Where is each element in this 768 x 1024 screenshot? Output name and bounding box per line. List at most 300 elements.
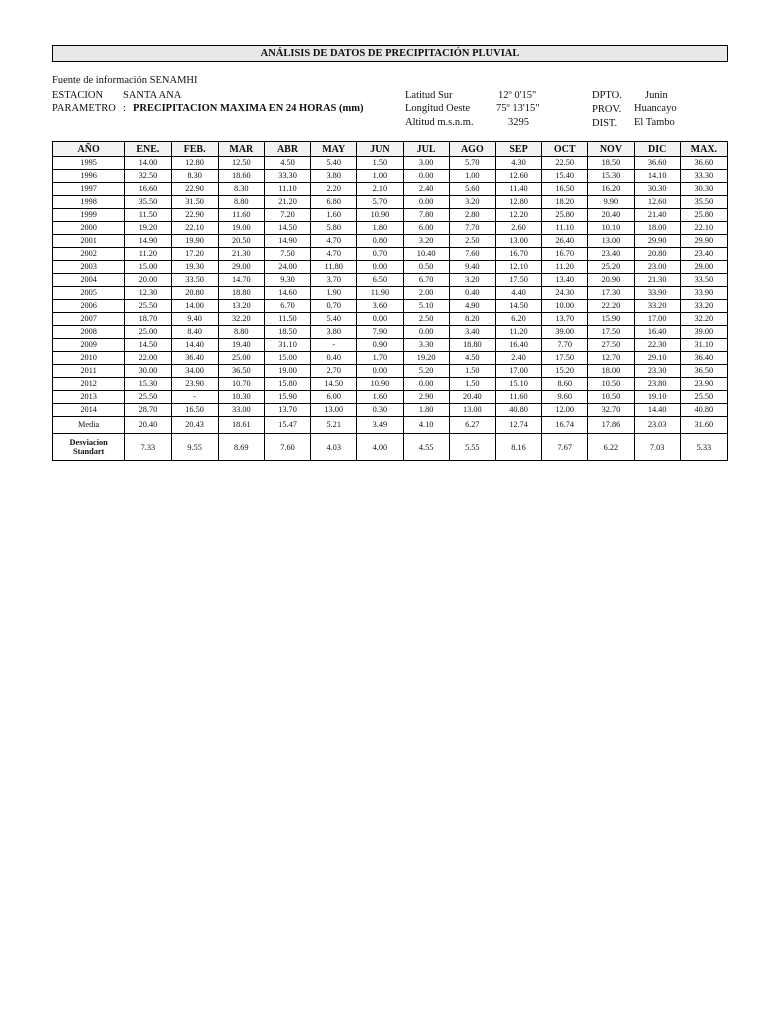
table-cell: 6.00 (403, 222, 449, 235)
table-cell: 20.40 (449, 391, 495, 404)
table-cell: 12.20 (495, 209, 541, 222)
table-cell: 33.50 (171, 274, 218, 287)
table-cell: 32.20 (680, 313, 727, 326)
table-cell: 16.40 (634, 326, 680, 339)
table-cell: 8.60 (542, 378, 588, 391)
table-cell: 19.20 (403, 352, 449, 365)
table-cell: 5.70 (449, 157, 495, 170)
table-cell: 20.40 (125, 417, 171, 434)
table-cell: 29.00 (680, 261, 727, 274)
table-cell: 23.40 (680, 248, 727, 261)
table-cell: 9.90 (588, 196, 634, 209)
table-cell: 4.70 (311, 248, 357, 261)
table-cell: 23.00 (634, 261, 680, 274)
table-cell: 22.10 (171, 222, 218, 235)
table-cell: 33.30 (680, 170, 727, 183)
parametro-label: PARAMETRO (52, 103, 116, 114)
table-cell: 10.70 (218, 378, 264, 391)
table-cell: 11.60 (495, 391, 541, 404)
table-row (53, 339, 728, 352)
table-cell: 16.60 (125, 183, 171, 196)
table-cell: 29.00 (218, 261, 264, 274)
table-cell: 18.80 (449, 339, 495, 352)
table-cell: 21.20 (264, 196, 310, 209)
table-cell: 0.30 (357, 404, 403, 417)
table-cell: 5.33 (680, 434, 727, 461)
table-cell: 1.50 (449, 378, 495, 391)
dpto-label: DPTO. (592, 90, 622, 101)
row-label: 1996 (53, 170, 125, 183)
table-body (53, 157, 728, 461)
table-cell: 20.43 (171, 417, 218, 434)
table-cell: 15.80 (264, 378, 310, 391)
table-cell: 18.61 (218, 417, 264, 434)
table-cell: 1.00 (357, 170, 403, 183)
table-cell: 7.60 (264, 434, 310, 461)
table-cell: 12.70 (588, 352, 634, 365)
table-cell: 16.50 (542, 183, 588, 196)
table-cell: 16.50 (171, 404, 218, 417)
table-cell: 5.70 (357, 196, 403, 209)
table-cell: 20.80 (634, 248, 680, 261)
table-cell: 18.70 (125, 313, 171, 326)
table-cell: 15.20 (542, 365, 588, 378)
table-cell: 21.30 (634, 274, 680, 287)
table-cell: 11.50 (264, 313, 310, 326)
table-cell: 1.90 (311, 287, 357, 300)
row-label: 1998 (53, 196, 125, 209)
row-label: 2009 (53, 339, 125, 352)
table-cell: 17.50 (495, 274, 541, 287)
table-cell: 9.30 (264, 274, 310, 287)
column-header: MAX. (680, 142, 727, 157)
table-cell: 0.00 (357, 313, 403, 326)
row-label: 2007 (53, 313, 125, 326)
table-cell: 4.70 (311, 235, 357, 248)
table-cell: 20.90 (588, 274, 634, 287)
table-cell: 11.90 (357, 287, 403, 300)
table-cell: 15.90 (588, 313, 634, 326)
table-cell: 22.50 (542, 157, 588, 170)
table-cell: 21.40 (634, 209, 680, 222)
table-cell: 11.10 (542, 222, 588, 235)
table-cell: 2.00 (403, 287, 449, 300)
prov-label: PROV. (592, 104, 622, 115)
table-cell: 10.30 (218, 391, 264, 404)
dpto-value: Junin (645, 90, 668, 101)
row-label: 1997 (53, 183, 125, 196)
table-cell: 5.20 (403, 365, 449, 378)
estacion-label: ESTACION (52, 90, 104, 101)
row-label: 2005 (53, 287, 125, 300)
table-cell: 39.00 (680, 326, 727, 339)
table-cell: 19.10 (634, 391, 680, 404)
table-cell: 33.50 (680, 274, 727, 287)
table-cell: 9.60 (542, 391, 588, 404)
table-cell: 17.50 (588, 326, 634, 339)
table-cell: 13.40 (542, 274, 588, 287)
table-cell: 11.50 (125, 209, 171, 222)
table-cell: 17.00 (495, 365, 541, 378)
table-cell: 5.10 (403, 300, 449, 313)
table-cell: 8.69 (218, 434, 264, 461)
table-row (53, 183, 728, 196)
table-cell: 5.40 (311, 157, 357, 170)
table-cell: 7.60 (449, 248, 495, 261)
row-label: 1999 (53, 209, 125, 222)
table-cell: 20.40 (588, 209, 634, 222)
table-cell: 12.00 (542, 404, 588, 417)
table-cell: 31.50 (171, 196, 218, 209)
table-cell: 9.55 (171, 434, 218, 461)
table-row (53, 222, 728, 235)
table-row (53, 326, 728, 339)
table-row (53, 170, 728, 183)
table-cell: 15.90 (264, 391, 310, 404)
table-cell: 31.60 (680, 417, 727, 434)
table-row (53, 196, 728, 209)
table-cell: 18.80 (218, 287, 264, 300)
table-cell: 13.00 (449, 404, 495, 417)
table-cell: 0.70 (311, 300, 357, 313)
precipitation-table (52, 141, 728, 461)
table-cell: 1.70 (357, 352, 403, 365)
table-cell: 25.50 (680, 391, 727, 404)
table-cell: 11.20 (125, 248, 171, 261)
table-cell: 19.90 (171, 235, 218, 248)
table-cell: 13.00 (588, 235, 634, 248)
altitud-label: Altitud m.s.n.m. (405, 117, 474, 128)
table-cell: 18.50 (264, 326, 310, 339)
table-cell: 14.00 (125, 157, 171, 170)
table-cell: 13.70 (542, 313, 588, 326)
table-cell: 2.60 (495, 222, 541, 235)
table-row (53, 404, 728, 417)
table-row (53, 235, 728, 248)
table-row (53, 300, 728, 313)
table-cell: 33.20 (634, 300, 680, 313)
table-cell: 0.50 (403, 261, 449, 274)
table-row (53, 352, 728, 365)
table-cell: 22.30 (634, 339, 680, 352)
table-cell: 22.90 (171, 209, 218, 222)
table-cell: 2.80 (449, 209, 495, 222)
table-cell: 3.20 (403, 235, 449, 248)
table-cell: 3.30 (403, 339, 449, 352)
table-cell: 5.40 (311, 313, 357, 326)
table-cell: 8.16 (495, 434, 541, 461)
table-cell: 13.00 (311, 404, 357, 417)
table-cell: 30.30 (634, 183, 680, 196)
table-cell: 5.60 (449, 183, 495, 196)
table-cell: 14.70 (218, 274, 264, 287)
table-cell: 4.50 (449, 352, 495, 365)
table-cell: 10.90 (357, 378, 403, 391)
table-cell: 12.60 (495, 170, 541, 183)
header-row (53, 142, 728, 157)
table-cell: 0.00 (403, 196, 449, 209)
table-cell: 10.00 (542, 300, 588, 313)
table-cell: 17.00 (634, 313, 680, 326)
table-cell: 33.90 (634, 287, 680, 300)
prov-value: Huancayo (634, 103, 677, 114)
table-cell: 1.80 (403, 404, 449, 417)
media-row (53, 417, 728, 434)
table-cell: 3.40 (449, 326, 495, 339)
table-cell: 13.70 (264, 404, 310, 417)
table-cell: 14.00 (171, 300, 218, 313)
table-cell: 23.40 (588, 248, 634, 261)
table-cell: 14.90 (264, 235, 310, 248)
table-row (53, 378, 728, 391)
table-cell: 15.30 (588, 170, 634, 183)
row-label: 1995 (53, 157, 125, 170)
row-label: 2014 (53, 404, 125, 417)
table-cell: 0.00 (403, 378, 449, 391)
table-cell: 14.50 (264, 222, 310, 235)
table-cell: 25.80 (542, 209, 588, 222)
table-cell: 29.90 (634, 235, 680, 248)
table-row (53, 313, 728, 326)
table-cell: 3.49 (357, 417, 403, 434)
column-header: AGO (449, 142, 495, 157)
table-cell: 21.30 (218, 248, 264, 261)
table-cell: 16.40 (495, 339, 541, 352)
table-cell: 19.00 (218, 222, 264, 235)
table-cell: 15.30 (125, 378, 171, 391)
table-cell: 40.80 (495, 404, 541, 417)
table-cell: 14.50 (495, 300, 541, 313)
table-cell: 18.00 (634, 222, 680, 235)
table-cell: 8.40 (171, 326, 218, 339)
table-cell: 7.90 (357, 326, 403, 339)
table-cell: 10.90 (357, 209, 403, 222)
latitud-value: 12º 0'15" (498, 90, 537, 101)
row-label: 2003 (53, 261, 125, 274)
table-cell: 6.70 (403, 274, 449, 287)
table-cell: - (311, 339, 357, 352)
table-cell: 18.60 (218, 170, 264, 183)
table-cell: 6.80 (311, 196, 357, 209)
table-cell: 8.30 (171, 170, 218, 183)
parametro-separator: : (123, 103, 126, 114)
table-cell: 10.10 (588, 222, 634, 235)
table-cell: 3.80 (311, 326, 357, 339)
table-row (53, 287, 728, 300)
table-cell: 6.00 (311, 391, 357, 404)
table-cell: 10.50 (588, 391, 634, 404)
table-cell: 4.00 (357, 434, 403, 461)
table-cell: 8.30 (218, 183, 264, 196)
table-cell: 30.00 (125, 365, 171, 378)
table-cell: 22.00 (125, 352, 171, 365)
table-cell: 15.40 (542, 170, 588, 183)
table-cell: 12.80 (495, 196, 541, 209)
table-cell: 2.90 (403, 391, 449, 404)
table-cell: 13.20 (218, 300, 264, 313)
table-cell: 8.80 (218, 196, 264, 209)
table-cell: 9.40 (449, 261, 495, 274)
table-cell: - (171, 391, 218, 404)
table-cell: 14.40 (171, 339, 218, 352)
table-cell: 20.50 (218, 235, 264, 248)
column-header: SEP (495, 142, 541, 157)
table-cell: 12.50 (218, 157, 264, 170)
table-cell: 19.40 (218, 339, 264, 352)
table-cell: 4.03 (311, 434, 357, 461)
table-cell: 0.00 (357, 365, 403, 378)
table-cell: 11.80 (311, 261, 357, 274)
table-cell: 36.60 (680, 157, 727, 170)
row-label: Desviacion Standart (53, 434, 125, 461)
desviacion-row (53, 434, 728, 461)
table-cell: 17.86 (588, 417, 634, 434)
table-cell: 31.10 (680, 339, 727, 352)
table-cell: 14.50 (311, 378, 357, 391)
table-cell: 17.20 (171, 248, 218, 261)
table-cell: 30.30 (680, 183, 727, 196)
table-cell: 2.10 (357, 183, 403, 196)
table-cell: 23.30 (634, 365, 680, 378)
table-cell: 2.40 (403, 183, 449, 196)
table-cell: 33.00 (218, 404, 264, 417)
table-cell: 4.30 (495, 157, 541, 170)
table-cell: 13.00 (495, 235, 541, 248)
table-cell: 18.50 (588, 157, 634, 170)
table-cell: 6.70 (264, 300, 310, 313)
table-cell: 3.00 (403, 157, 449, 170)
table-cell: 1.50 (449, 365, 495, 378)
table-cell: 14.10 (634, 170, 680, 183)
table-cell: 2.50 (449, 235, 495, 248)
table-cell: 16.70 (542, 248, 588, 261)
table-cell: 25.00 (218, 352, 264, 365)
table-cell: 18.20 (542, 196, 588, 209)
table-cell: 25.50 (125, 391, 171, 404)
dist-label: DIST. (592, 118, 618, 129)
table-cell: 0.80 (357, 235, 403, 248)
table-cell: 0.90 (357, 339, 403, 352)
column-header: MAY (311, 142, 357, 157)
table-row (53, 157, 728, 170)
longitud-value: 75º 13'15" (496, 103, 540, 114)
table-cell: 15.00 (264, 352, 310, 365)
table-cell: 17.50 (542, 352, 588, 365)
table-cell: 4.55 (403, 434, 449, 461)
table-cell: 12.30 (125, 287, 171, 300)
table-cell: 28.70 (125, 404, 171, 417)
table-cell: 25.20 (588, 261, 634, 274)
column-header: FEB. (171, 142, 218, 157)
row-label: 2006 (53, 300, 125, 313)
table-cell: 5.80 (311, 222, 357, 235)
table-cell: 27.50 (588, 339, 634, 352)
table-cell: 14.50 (125, 339, 171, 352)
table-cell: 2.50 (403, 313, 449, 326)
table-cell: 2.40 (495, 352, 541, 365)
table-cell: 4.10 (403, 417, 449, 434)
column-header: DIC (634, 142, 680, 157)
table-cell: 36.40 (171, 352, 218, 365)
row-label: 2008 (53, 326, 125, 339)
table-row (53, 391, 728, 404)
table-cell: 25.00 (125, 326, 171, 339)
table-cell: 32.20 (218, 313, 264, 326)
table-cell: 24.00 (264, 261, 310, 274)
table-cell: 0.00 (403, 170, 449, 183)
table-cell: 3.80 (311, 170, 357, 183)
row-label: 2011 (53, 365, 125, 378)
table-cell: 5.21 (311, 417, 357, 434)
parametro-value: PRECIPITACION MAXIMA EN 24 HORAS (mm) (133, 103, 364, 114)
table-cell: 15.47 (264, 417, 310, 434)
table-cell: 1.60 (311, 209, 357, 222)
table-cell: 15.10 (495, 378, 541, 391)
table-cell: 14.60 (264, 287, 310, 300)
table-cell: 0.00 (357, 261, 403, 274)
column-header: JUL (403, 142, 449, 157)
table-cell: 20.80 (171, 287, 218, 300)
table-cell: 25.50 (125, 300, 171, 313)
table-cell: 0.40 (449, 287, 495, 300)
table-cell: 1.00 (449, 170, 495, 183)
table-cell: 4.50 (264, 157, 310, 170)
row-label: 2013 (53, 391, 125, 404)
table-cell: 19.30 (171, 261, 218, 274)
table-cell: 7.80 (403, 209, 449, 222)
table-cell: 0.40 (311, 352, 357, 365)
table-cell: 16.20 (588, 183, 634, 196)
table-cell: 1.60 (357, 391, 403, 404)
row-label: 2002 (53, 248, 125, 261)
table-cell: 23.80 (634, 378, 680, 391)
table-cell: 7.33 (125, 434, 171, 461)
table-cell: 7.70 (449, 222, 495, 235)
row-label: 2000 (53, 222, 125, 235)
table-cell: 10.40 (403, 248, 449, 261)
table-cell: 3.20 (449, 196, 495, 209)
table-cell: 40.80 (680, 404, 727, 417)
altitud-value: 3295 (508, 117, 529, 128)
table-cell: 34.00 (171, 365, 218, 378)
table-cell: 15.00 (125, 261, 171, 274)
table-cell: 23.90 (171, 378, 218, 391)
table-cell: 14.90 (125, 235, 171, 248)
table-cell: 7.67 (542, 434, 588, 461)
table-cell: 35.50 (680, 196, 727, 209)
table-cell: 22.90 (171, 183, 218, 196)
table-cell: 16.74 (542, 417, 588, 434)
estacion-value: SANTA ANA (123, 90, 182, 101)
row-label: Media (53, 417, 125, 434)
table-cell: 11.20 (495, 326, 541, 339)
table-row (53, 209, 728, 222)
table-cell: 33.20 (680, 300, 727, 313)
table-cell: 2.20 (311, 183, 357, 196)
table-cell: 3.70 (311, 274, 357, 287)
row-label: 2004 (53, 274, 125, 287)
table-cell: 8.80 (218, 326, 264, 339)
table-row (53, 365, 728, 378)
table-cell: 26.40 (542, 235, 588, 248)
table-cell: 10.50 (588, 378, 634, 391)
table-cell: 6.20 (495, 313, 541, 326)
column-header: AÑO (53, 142, 125, 157)
table-cell: 39.00 (542, 326, 588, 339)
table-row (53, 261, 728, 274)
table-cell: 17.30 (588, 287, 634, 300)
column-header: ENE. (125, 142, 171, 157)
